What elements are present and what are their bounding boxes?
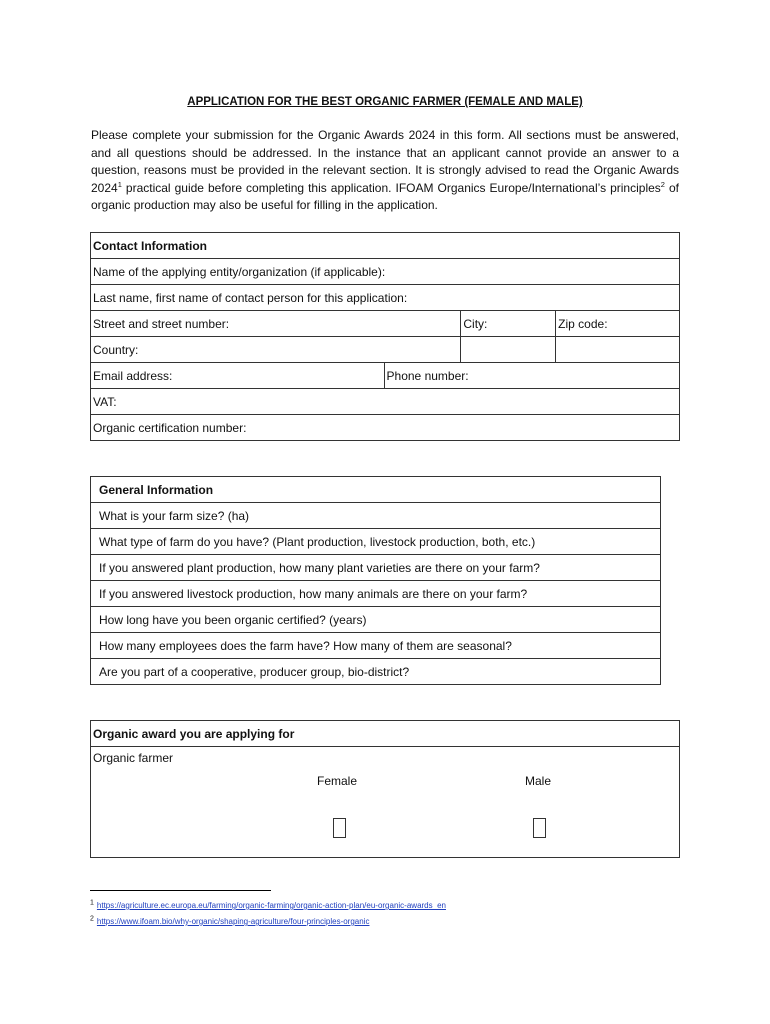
city-field[interactable]: City: bbox=[461, 311, 556, 337]
award-header: Organic award you are applying for bbox=[91, 721, 680, 747]
intro-text-2: practical guide before completing this application. IFOAM Organics Europe/International’s principles bbox=[121, 180, 661, 195]
male-label: Male bbox=[525, 774, 552, 788]
footnote-2-number: 2 bbox=[90, 915, 94, 923]
city-value-cell[interactable] bbox=[461, 337, 556, 363]
certification-number-field[interactable]: Organic certification number: bbox=[91, 415, 680, 441]
footnote-2 bbox=[90, 917, 369, 926]
phone-field[interactable]: Phone number: bbox=[384, 363, 679, 389]
male-checkbox[interactable] bbox=[533, 818, 546, 838]
farm-type-field[interactable]: What type of farm do you have? (Plant production, livestock production, both, etc.) bbox=[91, 529, 661, 555]
footnote-ref-1: 1 bbox=[117, 179, 122, 189]
farm-size-field[interactable]: What is your farm size? (ha) bbox=[91, 503, 661, 529]
intro-paragraph bbox=[91, 127, 679, 215]
female-checkbox[interactable] bbox=[333, 818, 346, 838]
contact-information-table bbox=[90, 232, 680, 441]
general-header: General Information bbox=[91, 477, 661, 503]
contact-header: Contact Information bbox=[91, 233, 680, 259]
intro-text-3: of organic production may also be useful for filling in the application. bbox=[91, 180, 679, 213]
organic-years-field[interactable]: How long have you been organic certified? (years) bbox=[91, 607, 661, 633]
footnote-1 bbox=[90, 901, 446, 910]
street-field[interactable]: Street and street number: bbox=[91, 311, 461, 337]
livestock-count-field[interactable]: If you answered livestock production, how many animals are there on your farm? bbox=[91, 581, 661, 607]
cooperative-field[interactable]: Are you part of a cooperative, producer group, bio-district? bbox=[91, 659, 661, 685]
employees-field[interactable]: How many employees does the farm have? How many of them are seasonal? bbox=[91, 633, 661, 659]
plant-varieties-field[interactable]: If you answered plant production, how many plant varieties are there on your farm? bbox=[91, 555, 661, 581]
contact-person-field[interactable]: Last name, first name of contact person for this application: bbox=[91, 285, 680, 311]
footnote-ref-2: 2 bbox=[660, 179, 665, 189]
zip-value-cell[interactable] bbox=[556, 337, 680, 363]
form-title: APPLICATION FOR THE BEST ORGANIC FARMER (FEMALE AND MALE) bbox=[187, 96, 583, 108]
vat-field[interactable]: VAT: bbox=[91, 389, 680, 415]
footnote-1-link[interactable]: https://agriculture.ec.europa.eu/farming/organic-farming/organic-action-plan/eu-organic-awards_en bbox=[96, 901, 446, 910]
footnote-1-number: 1 bbox=[90, 899, 94, 907]
intro-text-1: Please complete your submission for the Organic Awards 2024 in this form. All sections must be answered, and all questions should be addressed. In the instance that an applicant cannot provide an answer to a question, reasons must be provided in the relevant section. It is strongly advised to read the Organic Awards 2024 bbox=[91, 128, 679, 195]
female-label: Female bbox=[317, 774, 358, 788]
award-category-cell bbox=[91, 747, 680, 858]
award-category: Organic farmer bbox=[93, 751, 174, 765]
entity-name-field[interactable]: Name of the applying entity/organization (if applicable): bbox=[91, 259, 680, 285]
email-field[interactable]: Email address: bbox=[91, 363, 385, 389]
country-field[interactable]: Country: bbox=[91, 337, 461, 363]
footnote-separator bbox=[90, 890, 271, 891]
award-table bbox=[90, 720, 680, 858]
footnote-2-link[interactable]: https://www.ifoam.bio/why-organic/shaping-agriculture/four-principles-organic bbox=[96, 917, 370, 926]
general-information-table bbox=[90, 476, 661, 685]
zip-field[interactable]: Zip code: bbox=[556, 311, 680, 337]
